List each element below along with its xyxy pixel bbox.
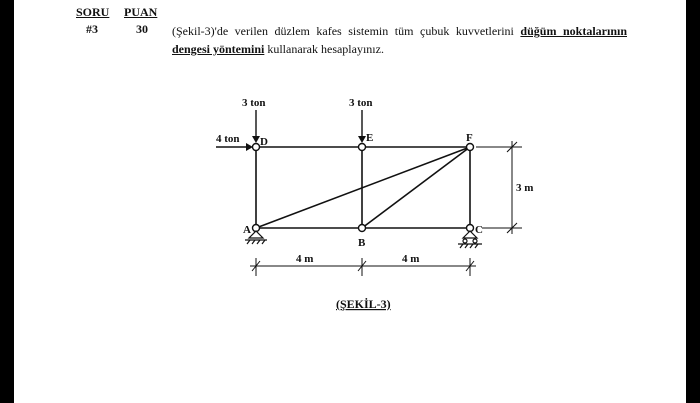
question-part-1: (Şekil-3)'de verilen düzlem kafes sistemin tüm çubuk kuvvetlerini [172, 24, 514, 38]
joint-B [359, 225, 366, 232]
figure-caption: (ŞEKİL-3) [336, 297, 391, 311]
puan-label: PUAN [124, 5, 158, 19]
load-label-D-vertical: 3 ton [242, 97, 266, 109]
joint-F [467, 144, 474, 151]
joint-D [253, 144, 260, 151]
horizontal-dimension [250, 258, 476, 276]
node-label-C: C [475, 224, 483, 236]
member-BF [362, 147, 470, 228]
load-label-E-vertical: 3 ton [349, 97, 373, 109]
document-page [14, 0, 686, 403]
question-part-2: kullanarak hesaplayınız. [267, 42, 384, 56]
node-label-A: A [243, 224, 251, 236]
question-method-emphasis: düğüm noktalarının dengesi yöntemini [172, 24, 627, 56]
node-label-E: E [366, 132, 374, 144]
member-AF [256, 147, 470, 228]
soru-label: SORU [76, 5, 110, 19]
dimension-left-span: 4 m [296, 253, 314, 265]
node-label-B: B [358, 237, 366, 249]
truss-figure [14, 0, 686, 403]
soru-number: #3 [86, 22, 98, 36]
joint-E [359, 144, 366, 151]
node-label-F: F [466, 132, 473, 144]
load-label-D-horizontal: 4 ton [216, 133, 240, 145]
node-label-D: D [260, 136, 268, 148]
truss-members [256, 147, 470, 228]
dimension-height: 3 m [516, 182, 534, 194]
dimension-right-span: 4 m [402, 253, 420, 265]
puan-value: 30 [136, 22, 148, 36]
